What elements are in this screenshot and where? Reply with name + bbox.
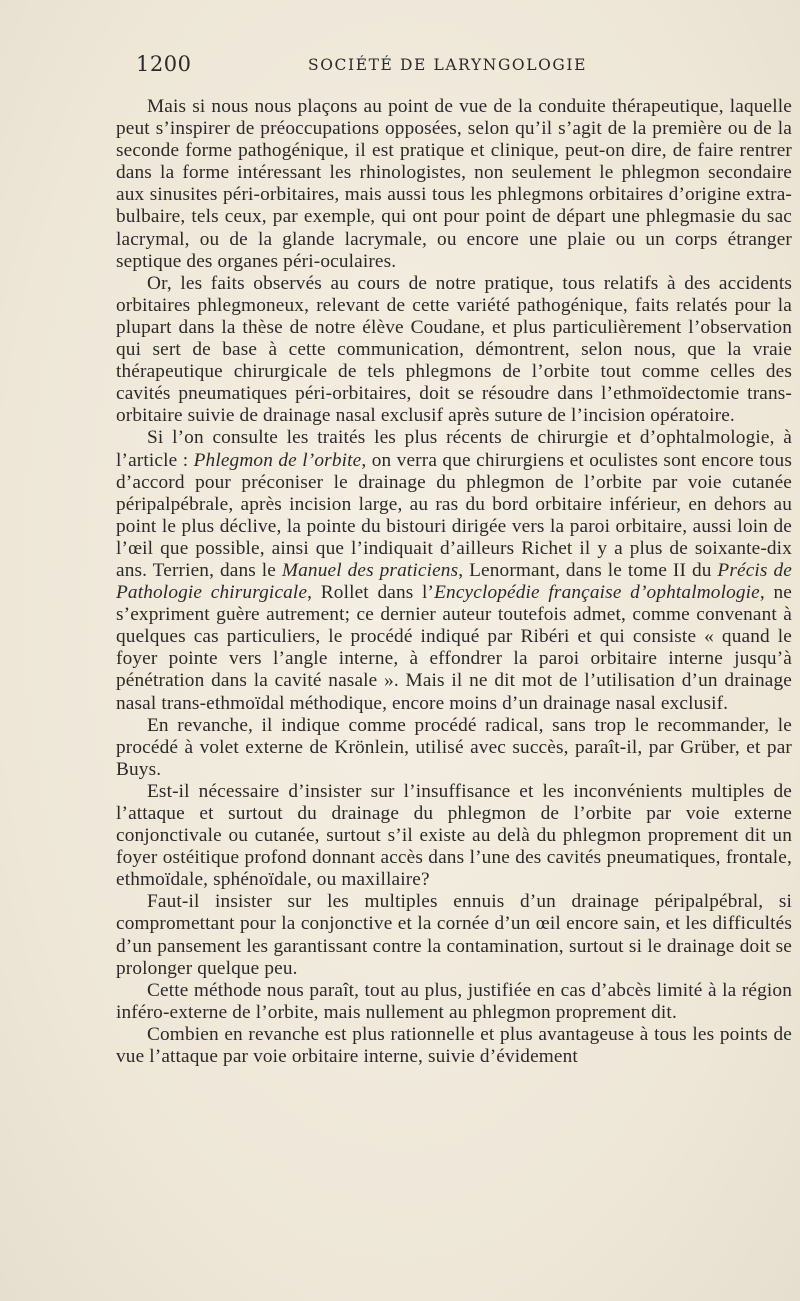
text-run: Mais si nous nous plaçons au point de vue de la conduite thérapeutique, laquelle peut s’inspirer de préoccupations opposées, selon qu’il s’agit de la première ou de la seconde forme pathogénique, il est pratique et clinique, peut-on dire, de faire rentrer dans la forme intéressant les rhinologistes, non seulement le phlegmon secondaire aux sinusites péri-orbitaires, mais aussi tous les phlegmons orbitaires d’origine extra-bulbaire, tels ceux, par exemple, qui ont pour point de départ une phlegmasie du sac lacrymal, ou de la glande lacrymale, ou encore une plaie ou un corps étranger septique des organes péri-oculaires. <box>116 96 792 272</box>
paragraph <box>116 891 792 979</box>
paragraph <box>116 427 792 714</box>
paragraph <box>116 273 792 428</box>
text-run: Cette méthode nous paraît, tout au plus, justifiée en cas d’abcès limité à la région inféro-externe de l’orbite, mais nullement au phlegmon proprement dit. <box>116 979 792 1023</box>
italic-title: Phlegmon de l’orbite <box>193 449 362 471</box>
italic-title: Manuel des praticiens <box>281 559 459 581</box>
text-run: En revanche, il indique comme procédé radical, sans trop le recommander, le procédé à volet externe de Krönlein, utilisé avec succès, paraît-il, par Grüber, et par Buys. <box>116 714 792 780</box>
text-run: , Rollet dans l’ <box>307 582 435 604</box>
text-run: Est-il nécessaire d’insister sur l’insuffisance et les inconvénients multiples de l’attaque et surtout du drainage du phlegmon de l’orbite par voie externe conjonctivale ou cutanée, surtout s’il existe au delà du phlegmon proprement dit un foyer ostéitique profond donnant accès dans l’une des cavités pneumatiques, frontale, ethmoïdale, sphénoïdale, ou maxillaire? <box>116 780 792 891</box>
paragraph <box>116 1024 792 1068</box>
italic-title: Précis de Pathologie chirurgicale <box>116 559 792 604</box>
text-run: Faut-il insister sur les multiples ennuis d’un drainage péripalpébral, si compromettant pour la conjonctive et la cornée d’un œil encore sain, et les difficultés d’un pansement les garantissant contre la contamination, surtout si le drainage doit se prolonger quelque peu. <box>116 891 792 979</box>
paragraph <box>116 781 792 891</box>
running-title: SOCIÉTÉ DE LARYNGOLOGIE <box>308 56 588 74</box>
text-run: Or, les faits observés au cours de notre pratique, tous relatifs à des accidents orbitaires phlegmoneux, relevant de cette variété pathogénique, faits relatés pour la plupart dans la thèse de notre élève Coudane, et plus particulièrement l’observation qui sert de base à cette communication, démontrent, selon nous, que la vraie thérapeutique chirurgicale de tels phlegmons de l’orbite tout comme celles des cavités pneumatiques péri-orbitaires, doit se résoudre dans l’ethmoïdectomie trans-orbitaire suivie de drainage nasal exclusif après suture de l’incision opératoire. <box>116 272 792 427</box>
text-run: , Lenormant, dans le tome II du <box>458 559 718 581</box>
page-number: 1200 <box>136 52 192 76</box>
body-text <box>116 96 792 1068</box>
paragraph <box>116 980 792 1024</box>
text-run: Si l’on consulte les traités les plus récents de chirurgie et d’ophtalmologie, à l’article : <box>116 427 792 471</box>
text-run: Combien en revanche est plus rationnelle et plus avantageuse à tous les points de vue l’attaque par voie orbitaire interne, suivie d’évidement <box>116 1023 792 1068</box>
text-run: , ne s’expriment guère autrement; ce dernier auteur toutefois admet, comme convenant à quelques cas particuliers, le procédé indiqué par Ribéri et qui consiste « quand le foyer pointe vers l’angle interne, à effondrer la paroi orbitaire interne jusqu’à pénétration dans la cavité nasale ». Mais il ne dit mot de l’utilisation d’un drainage nasal trans-ethmoïdal méthodique, encore moins d’un drainage nasal exclusif. <box>116 582 792 714</box>
page-header <box>116 52 796 82</box>
text-run: , on verra que chirurgiens et oculistes sont encore tous d’accord pour préconiser le drainage du phlegmon de l’orbite par voie cutanée péripalpébrale, après incision large, au ras du bord orbitaire inférieur, en dehors au point le plus déclive, la pointe du bistouri dirigée vers la paroi orbitaire, aussi loin de l’œil que possible, ainsi que l’indiquait d’ailleurs Richet il y a plus de soixante-dix ans. Terrien, dans le <box>116 449 792 581</box>
paragraph <box>116 715 792 781</box>
italic-title: Encyclopédie française d’ophtalmologie <box>434 582 760 604</box>
paragraph <box>116 96 792 273</box>
